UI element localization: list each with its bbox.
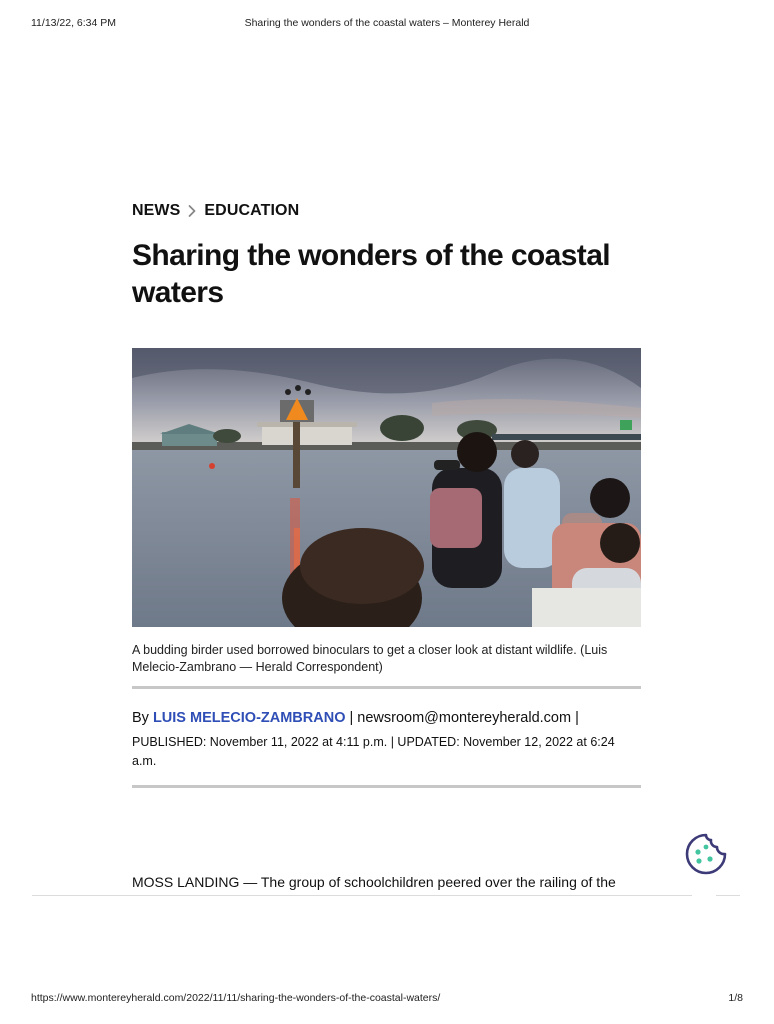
breadcrumb-education-link[interactable]: EDUCATION (204, 202, 300, 219)
print-page-count: 1/8 (728, 992, 743, 1004)
contact-email: | newsroom@montereyherald.com | (345, 710, 579, 726)
print-page-title: Sharing the wonders of the coastal waters – Monterey Herald (244, 17, 530, 29)
publish-dates: PUBLISHED: November 11, 2022 at 4:11 p.m. | UPDATED: November 12, 2022 at 6:24 a.m. (132, 735, 615, 768)
print-datetime: 11/13/22, 6:34 PM (31, 17, 117, 29)
byline (132, 710, 642, 726)
cookie-icon[interactable] (684, 832, 728, 876)
byline-divider (132, 785, 641, 788)
article-headline: Sharing the wonders of the coastal waters (132, 239, 611, 309)
article-lede: MOSS LANDING — The group of schoolchildren peered over the railing of the (132, 874, 616, 890)
caption-divider (132, 686, 641, 689)
print-header (0, 17, 774, 31)
photo-caption: A budding birder used borrowed binoculars to get a closer look at distant wildlife. (Luis Melecio-Zambrano — Herald Correspondent) (132, 643, 608, 674)
breadcrumb-news-link[interactable]: NEWS (132, 202, 181, 219)
print-footer (0, 992, 774, 1006)
article-photo[interactable] (132, 348, 641, 627)
content-divider (32, 895, 692, 896)
content-divider-segment (716, 895, 740, 896)
print-url: https://www.montereyherald.com/2022/11/11/sharing-the-wonders-of-the-coastal-waters/ (31, 992, 441, 1004)
breadcrumb (132, 202, 299, 220)
chevron-right-icon (184, 203, 200, 219)
byline-prefix: By (132, 710, 153, 726)
author-link[interactable]: LUIS MELECIO-ZAMBRANO (152, 710, 346, 726)
